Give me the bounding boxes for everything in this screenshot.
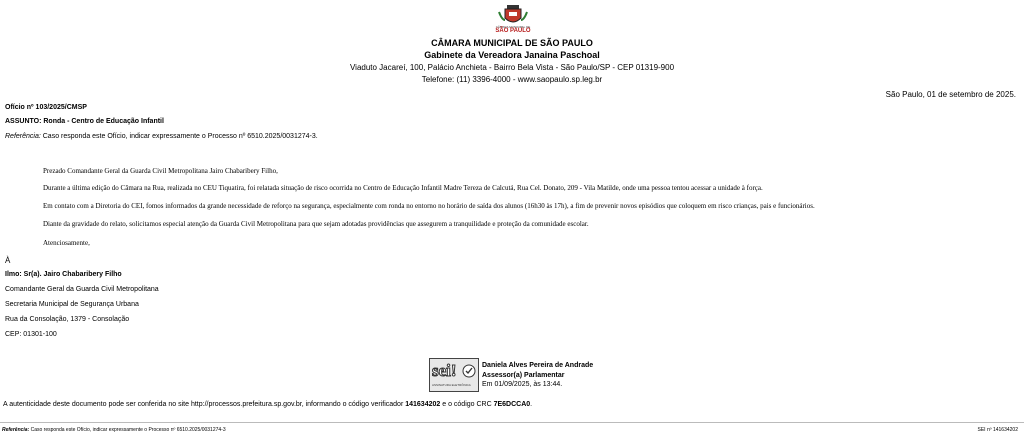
footer-reference-label: Referência: [2, 427, 30, 433]
reference-label: Referência: [5, 133, 41, 140]
office-title: Gabinete da Vereadora Janaina Paschoal [424, 50, 600, 60]
coat-of-arms-small-text: CÂMARA MUNICIPAL DE [495, 25, 531, 29]
authenticity-note [3, 401, 532, 408]
sei-seal-subtext: ASSINATURA ELETRÔNICA [432, 383, 471, 387]
reference-line [5, 133, 318, 140]
address-line: Viaduto Jacareí, 100, Palácio Anchieta - Bairro Bela Vista - São Paulo/SP - CEP 01319-900 [349, 63, 675, 72]
salutation: Prezado Comandante Geral da Guarda Civil Metropolitana Jairo Chabaribery Filho, [43, 167, 278, 175]
contact-line: Telefone: (11) 3396-4000 - www.saopaulo.sp.leg.br [421, 75, 603, 84]
coat-of-arms-logo [496, 4, 530, 34]
footer-reference [2, 427, 226, 433]
recipient-line-4: CEP: 01301-100 [5, 331, 57, 338]
recipient-name: Ilmo: Sr(a). Jairo Chabaribery Filho [5, 271, 122, 278]
recipient-line-1: Comandante Geral da Guarda Civil Metropolitana [5, 286, 159, 293]
footer-reference-text: Caso responda este Ofício, indicar expressamente o Processo nº 6510.2025/0031274-3 [29, 427, 226, 433]
paragraph-2: Em contato com a Diretoria do CEI, fomos informados da grande necessidade de reforço na segurança, especialmente com ronda no entorno no horário de saída dos alunos (16h30 às 17h), a fim de prevenir novos episódios que coloquem em risco crianças, pais e funcionários. [43, 202, 815, 210]
signer-name: Daniela Alves Pereira de Andrade [482, 362, 594, 369]
crc-code: 7E6DCCA0 [493, 401, 531, 408]
coat-of-arms-icon [496, 4, 530, 26]
sei-signature-seal [429, 358, 479, 392]
signature-timestamp: Em 01/09/2025, às 13:44. [482, 381, 563, 388]
footer-divider [0, 422, 1024, 423]
date-line: São Paulo, 01 de setembro de 2025. [885, 90, 1016, 99]
chamber-title: CÂMARA MUNICIPAL DE SÃO PAULO [431, 38, 593, 48]
sei-logo: sei! [432, 361, 457, 380]
signer-role: Assessor(a) Parlamentar [482, 372, 565, 379]
sei-stamp-icon [462, 364, 476, 378]
authenticity-middle: e o código CRC [440, 401, 494, 408]
paragraph-3: Diante da gravidade do relato, solicitamos especial atenção da Guarda Civil Metropolitana para que sejam adotadas providências que assegurem a tranquilidade e proteção da comunidade escolar. [43, 220, 589, 228]
closing: Atenciosamente, [43, 239, 90, 247]
oficio-number: Ofício nº 103/2025/CMSP [5, 104, 87, 111]
authenticity-prefix: A autenticidade deste documento pode ser conferida no site http://processos.prefeitura.sp.gov.br, informando o código verificador [3, 401, 406, 408]
verification-code: 141634202 [405, 401, 441, 408]
reference-text: Caso responda este Ofício, indicar expressamente o Processo nº 6510.2025/0031274-3. [40, 133, 318, 140]
footer-sei-number: SEI nº 141634202 [977, 427, 1018, 433]
recipient-line-2: Secretaria Municipal de Segurança Urbana [5, 301, 139, 308]
paragraph-1: Durante a última edição do Câmara na Rua, realizada no CEU Tiquatira, foi relatada situação de risco ocorrida no Centro de Educação Infantil Madre Tereza de Calcutá, Rua Cel. Donato, 209 - Vila Matilde, onde uma pessoa tentou acessar a unidade à força. [43, 184, 763, 192]
subject-line: ASSUNTO: Ronda - Centro de Educação Infantil [5, 118, 164, 125]
recipient-to: À [5, 256, 11, 265]
coat-of-arms-caption: SÃO PAULO [495, 28, 531, 34]
recipient-line-3: Rua da Consolação, 1379 - Consolação [5, 316, 130, 323]
authenticity-suffix: . [530, 401, 533, 408]
